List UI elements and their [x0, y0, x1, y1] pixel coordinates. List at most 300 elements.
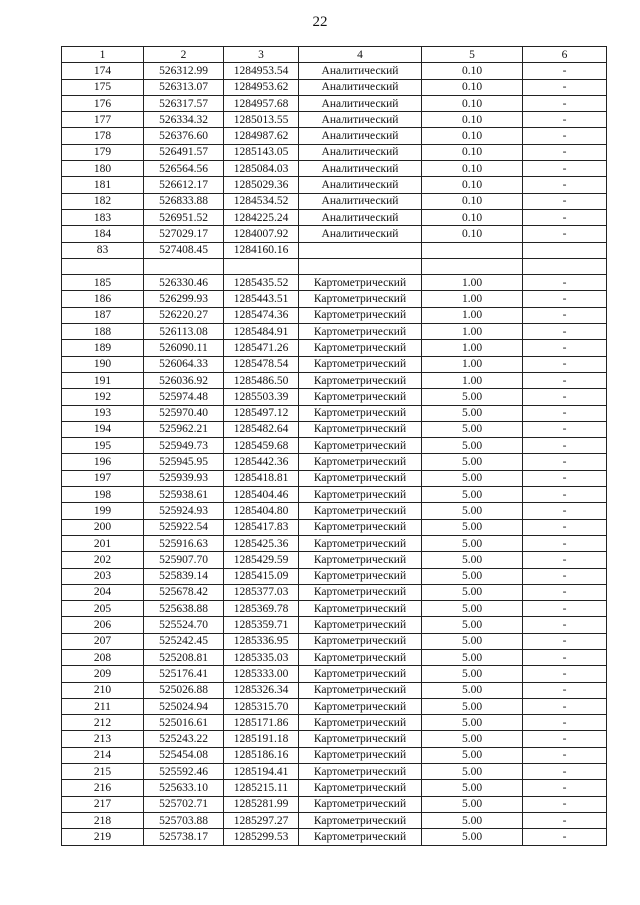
table-row [62, 666, 607, 682]
table-cell: 1285474.36 [224, 307, 299, 323]
table-cell: 525938.61 [144, 487, 224, 503]
table-cell: 1285359.71 [224, 617, 299, 633]
table-cell: 0.10 [422, 79, 523, 95]
table-row [62, 698, 607, 714]
table-cell: 187 [62, 307, 144, 323]
table-cell: 527408.45 [144, 242, 224, 258]
table-cell: 0.10 [422, 128, 523, 144]
table-cell: 1285459.68 [224, 438, 299, 454]
table-row [62, 161, 607, 177]
table-cell: 5.00 [422, 747, 523, 763]
table-cell: 525678.42 [144, 584, 224, 600]
table-cell: 219 [62, 829, 144, 845]
table-cell: - [523, 487, 607, 503]
header-cell: 3 [224, 47, 299, 63]
table-cell: 525592.46 [144, 764, 224, 780]
table-cell: 1285482.64 [224, 421, 299, 437]
table-cell: 202 [62, 552, 144, 568]
table-cell: 186 [62, 291, 144, 307]
table-cell: 0.10 [422, 226, 523, 242]
table-cell: Аналитический [299, 112, 422, 128]
table-cell: 5.00 [422, 666, 523, 682]
table-cell: 5.00 [422, 519, 523, 535]
table-cell: 1284987.62 [224, 128, 299, 144]
table-cell: Картометрический [299, 731, 422, 747]
table-cell: - [523, 95, 607, 111]
table-cell: 0.10 [422, 161, 523, 177]
table-cell: 5.00 [422, 535, 523, 551]
table-cell: 525026.88 [144, 682, 224, 698]
table-cell: 0.10 [422, 177, 523, 193]
table-cell: 197 [62, 470, 144, 486]
table-cell: - [523, 682, 607, 698]
table-row [62, 242, 607, 258]
table-row [62, 258, 607, 274]
table-cell: 5.00 [422, 812, 523, 828]
table-cell: 212 [62, 715, 144, 731]
table-cell: Картометрический [299, 812, 422, 828]
table-cell: Аналитический [299, 95, 422, 111]
table-cell: 526491.57 [144, 144, 224, 160]
table-cell: 204 [62, 584, 144, 600]
table-cell: 526313.07 [144, 79, 224, 95]
table-cell: Картометрический [299, 666, 422, 682]
table-cell: Картометрический [299, 519, 422, 535]
table-cell: 1284534.52 [224, 193, 299, 209]
table-cell: Аналитический [299, 63, 422, 79]
table-cell: 1285336.95 [224, 633, 299, 649]
table-cell: - [523, 209, 607, 225]
table-cell: Картометрический [299, 780, 422, 796]
table-cell: Картометрический [299, 372, 422, 388]
table-row [62, 112, 607, 128]
table-cell: 5.00 [422, 421, 523, 437]
table-cell: 525242.45 [144, 633, 224, 649]
table-cell [422, 242, 523, 258]
table-cell: 205 [62, 601, 144, 617]
table-row [62, 291, 607, 307]
table-cell: - [523, 63, 607, 79]
table-cell: 174 [62, 63, 144, 79]
table-cell: 5.00 [422, 552, 523, 568]
table-row [62, 487, 607, 503]
table-cell: 525839.14 [144, 568, 224, 584]
table-cell: - [523, 584, 607, 600]
table-cell: 191 [62, 372, 144, 388]
table-cell: 5.00 [422, 438, 523, 454]
table-cell: - [523, 307, 607, 323]
table-cell: 1285013.55 [224, 112, 299, 128]
table-cell: 525243.22 [144, 731, 224, 747]
table-row [62, 356, 607, 372]
table-cell: - [523, 144, 607, 160]
table-cell: 1285315.70 [224, 698, 299, 714]
table-row [62, 438, 607, 454]
table-cell: 200 [62, 519, 144, 535]
table-cell: Аналитический [299, 226, 422, 242]
table-cell: 0.10 [422, 209, 523, 225]
table-row [62, 275, 607, 291]
table-cell: 525176.41 [144, 666, 224, 682]
table-cell: - [523, 421, 607, 437]
table-cell: 1284225.24 [224, 209, 299, 225]
table-cell: 5.00 [422, 633, 523, 649]
table-cell: 1285333.00 [224, 666, 299, 682]
table-cell: 526612.17 [144, 177, 224, 193]
table-cell: 214 [62, 747, 144, 763]
table-cell: Картометрический [299, 487, 422, 503]
table-cell: 0.10 [422, 95, 523, 111]
table-row [62, 79, 607, 95]
table-cell: 5.00 [422, 568, 523, 584]
table-row [62, 764, 607, 780]
table-cell: 180 [62, 161, 144, 177]
table-cell: 208 [62, 649, 144, 665]
table-cell: 526833.88 [144, 193, 224, 209]
table-cell: 526113.08 [144, 324, 224, 340]
table-cell: 1285486.50 [224, 372, 299, 388]
table-row [62, 633, 607, 649]
table-cell: 1285443.51 [224, 291, 299, 307]
table-cell: 1285084.03 [224, 161, 299, 177]
table-cell: Картометрический [299, 633, 422, 649]
table-cell: 209 [62, 666, 144, 682]
table-row [62, 780, 607, 796]
table-cell: 198 [62, 487, 144, 503]
table-cell [144, 258, 224, 274]
table-cell: 0.10 [422, 144, 523, 160]
table-cell: Картометрический [299, 275, 422, 291]
table-cell: - [523, 226, 607, 242]
table-cell: Картометрический [299, 535, 422, 551]
table-row [62, 731, 607, 747]
table-cell: 1285143.05 [224, 144, 299, 160]
table-cell: 178 [62, 128, 144, 144]
table-cell: - [523, 617, 607, 633]
table-cell: 192 [62, 389, 144, 405]
table-row [62, 128, 607, 144]
table-cell: Картометрический [299, 584, 422, 600]
table-cell: 525924.93 [144, 503, 224, 519]
table-cell: 1285299.53 [224, 829, 299, 845]
table-cell: 1285503.39 [224, 389, 299, 405]
table-cell: 1285425.36 [224, 535, 299, 551]
table-cell: 5.00 [422, 780, 523, 796]
table-cell: 215 [62, 764, 144, 780]
table-cell: 1285435.52 [224, 275, 299, 291]
table-cell: 525208.81 [144, 649, 224, 665]
table-row [62, 95, 607, 111]
table-cell: 175 [62, 79, 144, 95]
table-cell: 201 [62, 535, 144, 551]
table-row [62, 829, 607, 845]
table-cell: Картометрический [299, 324, 422, 340]
table-cell: - [523, 633, 607, 649]
table-cell: 196 [62, 454, 144, 470]
table-cell: 0.10 [422, 63, 523, 79]
table-row [62, 519, 607, 535]
table-cell [523, 242, 607, 258]
table-cell [299, 242, 422, 258]
table-cell: 1.00 [422, 291, 523, 307]
table-cell: Картометрический [299, 454, 422, 470]
table-row [62, 340, 607, 356]
table-cell: 527029.17 [144, 226, 224, 242]
table-cell: 1285369.78 [224, 601, 299, 617]
table-cell: Картометрический [299, 617, 422, 633]
table-cell: 525738.17 [144, 829, 224, 845]
table-cell: 1285194.41 [224, 764, 299, 780]
table-cell: Картометрический [299, 503, 422, 519]
table-cell: 1284953.54 [224, 63, 299, 79]
table-cell: 525454.08 [144, 747, 224, 763]
table-cell: 5.00 [422, 698, 523, 714]
table-cell: 525916.63 [144, 535, 224, 551]
table-cell: 176 [62, 95, 144, 111]
table-cell: 190 [62, 356, 144, 372]
table-cell: 1285297.27 [224, 812, 299, 828]
table-cell: 525016.61 [144, 715, 224, 731]
table-cell: 5.00 [422, 796, 523, 812]
table-row [62, 209, 607, 225]
table-cell: - [523, 389, 607, 405]
table-cell: 1285377.03 [224, 584, 299, 600]
table-cell: 217 [62, 796, 144, 812]
header-cell: 6 [523, 47, 607, 63]
table-cell: Картометрический [299, 356, 422, 372]
table-row [62, 552, 607, 568]
table-row [62, 193, 607, 209]
table-row [62, 226, 607, 242]
table-cell: 1285029.36 [224, 177, 299, 193]
table-cell: - [523, 812, 607, 828]
table-row [62, 796, 607, 812]
table-cell: 5.00 [422, 764, 523, 780]
table-cell: 5.00 [422, 487, 523, 503]
table-cell: 1285417.83 [224, 519, 299, 535]
table-cell: Картометрический [299, 438, 422, 454]
table-cell: 526317.57 [144, 95, 224, 111]
table-cell: - [523, 454, 607, 470]
table-cell: - [523, 519, 607, 535]
table-cell: 182 [62, 193, 144, 209]
table-cell: Картометрический [299, 698, 422, 714]
table-cell: 1285415.09 [224, 568, 299, 584]
table-cell [224, 258, 299, 274]
header-cell: 5 [422, 47, 523, 63]
table-cell: - [523, 552, 607, 568]
table-cell: Картометрический [299, 552, 422, 568]
table-cell: 193 [62, 405, 144, 421]
table-cell: Аналитический [299, 79, 422, 95]
table-row [62, 470, 607, 486]
table-cell: - [523, 372, 607, 388]
table-cell: 199 [62, 503, 144, 519]
table-cell: - [523, 291, 607, 307]
table-cell: 83 [62, 242, 144, 258]
table-cell: - [523, 79, 607, 95]
table-cell: - [523, 503, 607, 519]
table-cell: - [523, 438, 607, 454]
header-row [62, 47, 607, 63]
table-cell: 526220.27 [144, 307, 224, 323]
table-cell: 5.00 [422, 584, 523, 600]
table-cell: 5.00 [422, 454, 523, 470]
table-cell: 184 [62, 226, 144, 242]
table-cell: 525907.70 [144, 552, 224, 568]
table-cell: Картометрический [299, 307, 422, 323]
table-cell: Картометрический [299, 470, 422, 486]
table-cell [523, 258, 607, 274]
table-cell: - [523, 780, 607, 796]
table-cell: Картометрический [299, 715, 422, 731]
table-cell: 526330.46 [144, 275, 224, 291]
table-cell: 525702.71 [144, 796, 224, 812]
table-cell: 1285429.59 [224, 552, 299, 568]
table-cell: 1284160.16 [224, 242, 299, 258]
table-cell: 1.00 [422, 275, 523, 291]
table-cell: 181 [62, 177, 144, 193]
table-cell: Аналитический [299, 177, 422, 193]
table-cell: 1.00 [422, 324, 523, 340]
table-cell: 5.00 [422, 649, 523, 665]
table-row [62, 405, 607, 421]
table-cell: 218 [62, 812, 144, 828]
table-cell: 525024.94 [144, 698, 224, 714]
table-cell: 526376.60 [144, 128, 224, 144]
table-cell: 203 [62, 568, 144, 584]
table-cell: Картометрический [299, 340, 422, 356]
table-cell: Аналитический [299, 161, 422, 177]
table-cell: 188 [62, 324, 144, 340]
table-cell: 207 [62, 633, 144, 649]
table-cell: - [523, 356, 607, 372]
table-cell: 525633.10 [144, 780, 224, 796]
table-body [62, 47, 607, 846]
table-cell: Картометрический [299, 764, 422, 780]
table-cell: - [523, 193, 607, 209]
coordinates-table [61, 46, 607, 846]
table-cell: 526090.11 [144, 340, 224, 356]
table-cell: 1285215.11 [224, 780, 299, 796]
table-cell: - [523, 177, 607, 193]
table-cell: Картометрический [299, 682, 422, 698]
table-cell: Аналитический [299, 144, 422, 160]
table-row [62, 144, 607, 160]
table-cell: Картометрический [299, 829, 422, 845]
table-cell: 525970.40 [144, 405, 224, 421]
table-cell: Картометрический [299, 568, 422, 584]
table-cell: 213 [62, 731, 144, 747]
table-cell: 1285171.86 [224, 715, 299, 731]
table-cell: 5.00 [422, 601, 523, 617]
table-cell: 216 [62, 780, 144, 796]
table-cell: 525939.93 [144, 470, 224, 486]
table-row [62, 535, 607, 551]
table-cell: 195 [62, 438, 144, 454]
header-cell: 2 [144, 47, 224, 63]
table-cell: 189 [62, 340, 144, 356]
table-cell: 1285281.99 [224, 796, 299, 812]
table-cell: 210 [62, 682, 144, 698]
table-cell: 5.00 [422, 715, 523, 731]
table-cell: 5.00 [422, 470, 523, 486]
table-cell: 526334.32 [144, 112, 224, 128]
table-cell: 1284953.62 [224, 79, 299, 95]
table-row [62, 812, 607, 828]
table-cell: - [523, 764, 607, 780]
table-cell: Картометрический [299, 796, 422, 812]
table-cell: - [523, 405, 607, 421]
table-row [62, 715, 607, 731]
table-row [62, 177, 607, 193]
table-cell: 525945.95 [144, 454, 224, 470]
table-cell: Картометрический [299, 291, 422, 307]
table-cell: 525922.54 [144, 519, 224, 535]
table-cell: 1285326.34 [224, 682, 299, 698]
table-cell: - [523, 731, 607, 747]
table-cell: 1285404.46 [224, 487, 299, 503]
table-cell: 211 [62, 698, 144, 714]
table-cell: 1284957.68 [224, 95, 299, 111]
header-cell: 4 [299, 47, 422, 63]
table-cell: - [523, 535, 607, 551]
table-cell: 5.00 [422, 682, 523, 698]
table-cell: Картометрический [299, 405, 422, 421]
table-cell: - [523, 128, 607, 144]
table-cell: - [523, 470, 607, 486]
table-row [62, 601, 607, 617]
table-cell: 525638.88 [144, 601, 224, 617]
table-cell: 1285471.26 [224, 340, 299, 356]
page-number: 22 [312, 14, 328, 30]
table-cell: - [523, 112, 607, 128]
table-cell [62, 258, 144, 274]
table-row [62, 682, 607, 698]
table-row [62, 617, 607, 633]
table-row [62, 649, 607, 665]
table-row [62, 747, 607, 763]
table-cell: 1.00 [422, 307, 523, 323]
table-cell: 1285484.91 [224, 324, 299, 340]
table-cell: 0.10 [422, 193, 523, 209]
table-cell [422, 258, 523, 274]
table-cell: - [523, 601, 607, 617]
table-cell: 526064.33 [144, 356, 224, 372]
table-row [62, 307, 607, 323]
table-row [62, 503, 607, 519]
table-cell: - [523, 698, 607, 714]
table-cell: 525524.70 [144, 617, 224, 633]
table-row [62, 421, 607, 437]
table-cell: 1285418.81 [224, 470, 299, 486]
table-cell: Аналитический [299, 209, 422, 225]
table-row [62, 568, 607, 584]
table-cell: 179 [62, 144, 144, 160]
table-cell: - [523, 715, 607, 731]
table-cell: 194 [62, 421, 144, 437]
header-cell: 1 [62, 47, 144, 63]
table-cell: 206 [62, 617, 144, 633]
table-row [62, 389, 607, 405]
table-cell: 5.00 [422, 503, 523, 519]
table-cell: 5.00 [422, 617, 523, 633]
table-cell: 183 [62, 209, 144, 225]
table-cell: 526564.56 [144, 161, 224, 177]
table-cell: - [523, 666, 607, 682]
table-cell: - [523, 161, 607, 177]
table-cell: 1285404.80 [224, 503, 299, 519]
